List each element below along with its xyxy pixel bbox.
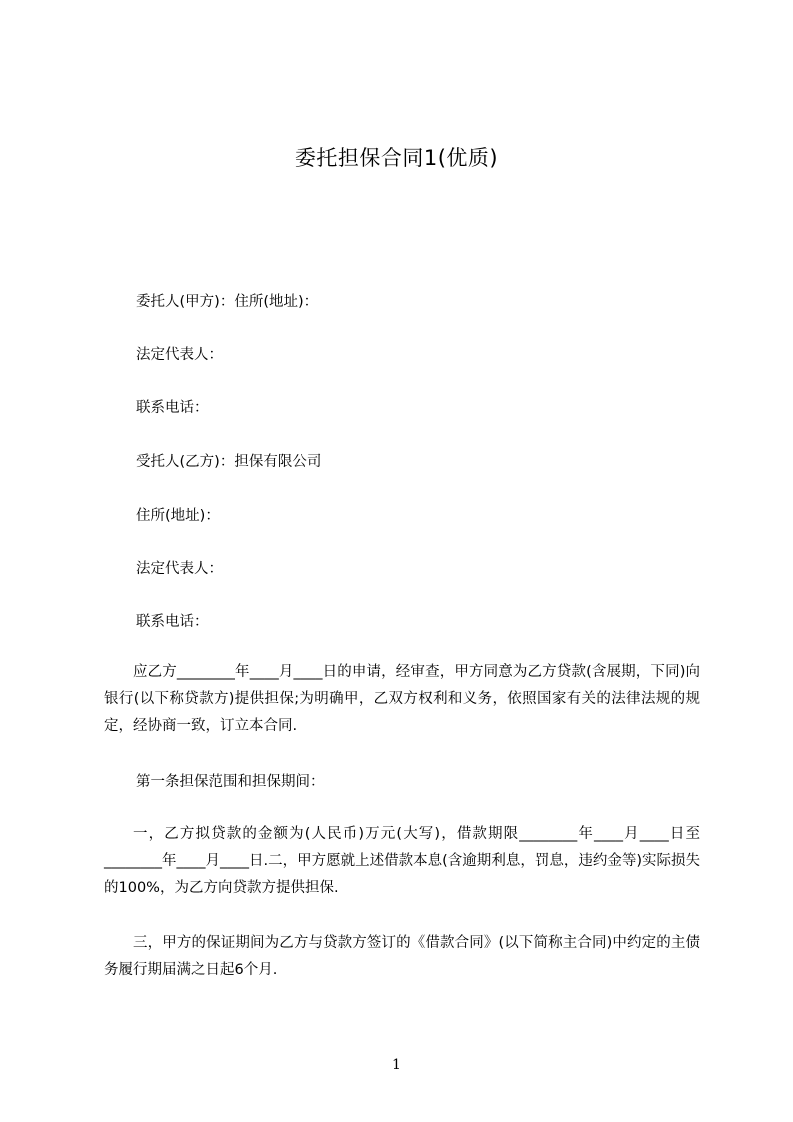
principal-address-line: 委托人(甲方)：住所(地址)： — [136, 294, 319, 310]
trustee-phone-line: 联系电话： — [136, 614, 209, 630]
trustee-line: 受托人(乙方)：担保有限公司 — [136, 454, 322, 470]
intro-text: 应乙方________年____月____日的申请，经审查，甲方同意为乙方贷款(含展期，下同)向银行(以下称贷款方)提供担保;为明确甲，乙双方权利和义务，依照国家有关的法律法规的规定，经协商一致，订立本合同. — [104, 664, 700, 734]
trustee-legal-rep-line: 法定代表人： — [136, 561, 223, 577]
clause-1-text: 一，乙方拟贷款的金额为(人民币)万元(大写)，借款期限________年____月____日至________年____月____日.二，甲方愿就上述借款本息(含逾期利息，罚息，违约金等)实际损失的100%，为乙方向贷款方提供担保. — [104, 826, 700, 896]
clause-3-paragraph — [104, 930, 700, 984]
clause-1-paragraph — [104, 821, 700, 902]
clause-3-text: 三，甲方的保证期间为乙方与贷款方签订的《借款合同》(以下简称主合同)中约定的主债务履行期届满之日起6个月. — [104, 935, 700, 978]
principal-legal-rep-line: 法定代表人： — [136, 347, 223, 363]
trustee-address-line: 住所(地址)： — [136, 508, 220, 524]
article-1-heading: 第一条担保范围和担保期间： — [136, 774, 325, 790]
document-title: 委托担保合同1(优质) — [294, 146, 499, 170]
principal-phone-line: 联系电话： — [136, 400, 209, 416]
page-number: 1 — [392, 1057, 401, 1073]
intro-paragraph — [104, 659, 700, 740]
